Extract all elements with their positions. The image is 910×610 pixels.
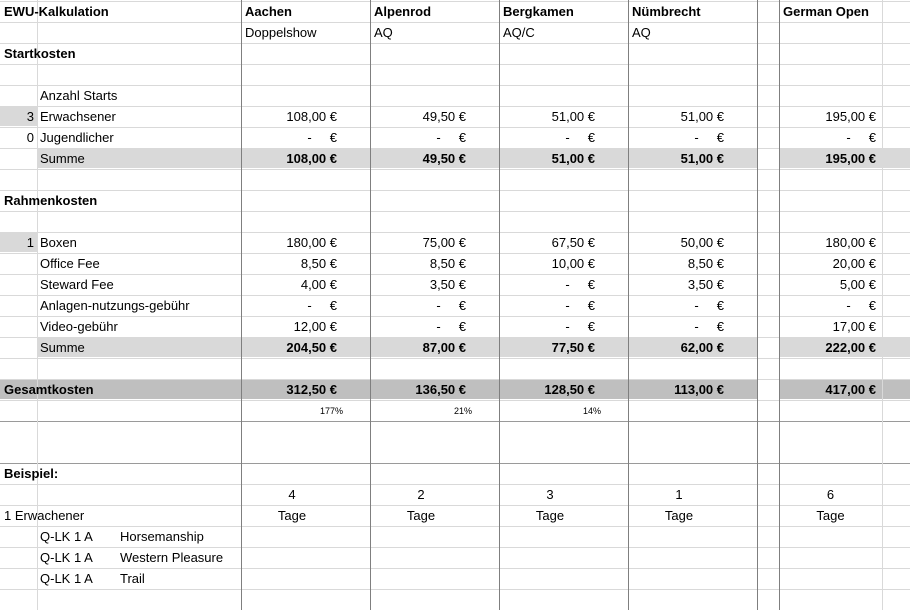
value-steward-fee-bergkamen: - € <box>565 277 595 292</box>
label-office-fee: Office Fee <box>40 256 100 271</box>
type-aachen: Doppelshow <box>245 25 317 40</box>
section-title-beispiel: Beispiel: <box>4 466 59 481</box>
value-office-fee-alpenrod: 8,50 € <box>429 256 466 271</box>
days-german-open: 6 <box>826 487 835 502</box>
label-rahmenkosten-summe: Summe <box>40 340 85 355</box>
value-steward-fee-german-open: 5,00 € <box>839 277 876 292</box>
type-alpenrod: AQ <box>374 25 393 40</box>
value-anlagen-bergkamen: - € <box>565 298 595 313</box>
label-jugendlicher: Jugendlicher <box>40 130 114 145</box>
row-line <box>0 190 910 191</box>
value-jugendlicher-alpenrod: - € <box>436 130 466 145</box>
tage-alpenrod: Tage <box>406 508 436 523</box>
value-steward-fee-nuembrecht: 3,50 € <box>687 277 724 292</box>
row-line <box>0 1 910 2</box>
row-line <box>0 169 910 170</box>
startkosten-summe-nuembrecht: 51,00 € <box>680 151 724 166</box>
row-line-border <box>0 421 910 422</box>
value-steward-fee-aachen: 4,00 € <box>300 277 337 292</box>
row-line <box>0 85 910 86</box>
value-video-bergkamen: - € <box>565 319 595 334</box>
startkosten-summe-alpenrod: 49,50 € <box>422 151 466 166</box>
gesamtkosten-nuembrecht: 113,00 € <box>674 382 724 397</box>
gesamtkosten-bergkamen: 128,50 € <box>544 382 595 397</box>
value-video-german-open: 17,00 € <box>832 319 876 334</box>
tage-aachen: Tage <box>277 508 307 523</box>
row-line <box>0 43 910 44</box>
label-erwachener: 1 Erwachener <box>4 508 85 523</box>
days-alpenrod: 2 <box>417 487 425 502</box>
percent-bergkamen: 14% <box>582 406 601 416</box>
value-erwachsener-alpenrod: 49,50 € <box>422 109 466 124</box>
row-line-border <box>0 463 910 464</box>
value-jugendlicher-german-open: - € <box>846 130 876 145</box>
class-name: Trail <box>120 571 145 586</box>
row-line <box>0 589 910 590</box>
value-jugendlicher-aachen: - € <box>307 130 337 145</box>
location-alpenrod: Alpenrod <box>374 4 432 19</box>
count-erwachsener[interactable]: 3 <box>26 109 34 124</box>
label-startkosten-summe: Summe <box>40 151 85 166</box>
value-jugendlicher-nuembrecht: - € <box>694 130 724 145</box>
value-anlagen-aachen: - € <box>307 298 337 313</box>
tage-nuembrecht: Tage <box>664 508 694 523</box>
class-name: Horsemanship <box>120 529 204 544</box>
value-video-aachen: 12,00 € <box>293 319 337 334</box>
label-video-gebuehr: Video-gebühr <box>40 319 118 334</box>
location-german-open: German Open <box>783 4 869 19</box>
gesamtkosten-alpenrod: 136,50 € <box>415 382 466 397</box>
row-line <box>0 22 910 23</box>
col-line-border <box>757 0 758 610</box>
col-line <box>882 0 883 610</box>
value-boxen-nuembrecht: 50,00 € <box>680 235 724 250</box>
location-nuembrecht: Nümbrecht <box>632 4 701 19</box>
days-bergkamen: 3 <box>546 487 554 502</box>
value-anlagen-german-open: - € <box>846 298 876 313</box>
label-anlagen-gebuehr: Anlagen-nutzungs-gebühr <box>40 298 190 313</box>
value-anlagen-alpenrod: - € <box>436 298 466 313</box>
class-name: Western Pleasure <box>120 550 224 565</box>
value-erwachsener-nuembrecht: 51,00 € <box>680 109 724 124</box>
label-boxen: Boxen <box>40 235 77 250</box>
rahmenkosten-summe-alpenrod: 87,00 € <box>422 340 466 355</box>
value-office-fee-bergkamen: 10,00 € <box>551 256 595 271</box>
section-title-startkosten: Startkosten <box>4 46 76 61</box>
row-line <box>0 211 910 212</box>
days-aachen: 4 <box>288 487 296 502</box>
value-boxen-german-open: 180,00 € <box>825 235 876 250</box>
rahmenkosten-summe-german-open: 222,00 € <box>825 340 876 355</box>
label-anzahl-starts: Anzahl Starts <box>40 88 118 103</box>
section-title-rahmenkosten: Rahmenkosten <box>4 193 98 208</box>
rahmenkosten-summe-aachen: 204,50 € <box>286 340 337 355</box>
value-erwachsener-aachen: 108,00 € <box>286 109 337 124</box>
value-video-nuembrecht: - € <box>694 319 724 334</box>
class-code: Q-LK 1 A <box>40 550 93 565</box>
count-jugendlicher[interactable]: 0 <box>26 130 34 145</box>
value-office-fee-nuembrecht: 8,50 € <box>687 256 724 271</box>
tage-bergkamen: Tage <box>535 508 565 523</box>
label-steward-fee: Steward Fee <box>40 277 114 292</box>
value-boxen-bergkamen: 67,50 € <box>551 235 595 250</box>
location-aachen: Aachen <box>245 4 292 19</box>
days-nuembrecht: 1 <box>675 487 683 502</box>
value-jugendlicher-bergkamen: - € <box>565 130 595 145</box>
value-steward-fee-alpenrod: 3,50 € <box>429 277 466 292</box>
gesamtkosten-german-open: 417,00 € <box>825 382 876 397</box>
gesamtkosten-aachen: 312,50 € <box>286 382 337 397</box>
label-gesamtkosten: Gesamtkosten <box>4 382 94 397</box>
tage-german-open: Tage <box>816 508 845 523</box>
startkosten-summe-bergkamen: 51,00 € <box>551 151 595 166</box>
type-bergkamen: AQ/C <box>503 25 535 40</box>
value-anlagen-nuembrecht: - € <box>694 298 724 313</box>
value-erwachsener-bergkamen: 51,00 € <box>551 109 595 124</box>
row-line <box>0 358 910 359</box>
startkosten-summe-aachen: 108,00 € <box>286 151 337 166</box>
class-code: Q-LK 1 A <box>40 571 93 586</box>
label-erwachsener: Erwachsener <box>40 109 116 124</box>
location-bergkamen: Bergkamen <box>503 4 574 19</box>
row-line <box>0 64 910 65</box>
sheet-title: EWU-Kalkulation <box>4 4 109 19</box>
percent-aachen: 177% <box>319 406 343 416</box>
value-erwachsener-german-open: 195,00 € <box>825 109 876 124</box>
value-office-fee-german-open: 20,00 € <box>832 256 876 271</box>
rahmenkosten-summe-bergkamen: 77,50 € <box>551 340 595 355</box>
value-boxen-aachen: 180,00 € <box>286 235 337 250</box>
value-boxen-alpenrod: 75,00 € <box>422 235 466 250</box>
type-nuembrecht: AQ <box>632 25 651 40</box>
value-video-alpenrod: - € <box>436 319 466 334</box>
count-boxen[interactable]: 1 <box>26 235 34 250</box>
value-office-fee-aachen: 8,50 € <box>300 256 337 271</box>
class-code: Q-LK 1 A <box>40 529 93 544</box>
percent-alpenrod: 21% <box>453 406 472 416</box>
startkosten-summe-german-open: 195,00 € <box>825 151 876 166</box>
rahmenkosten-summe-nuembrecht: 62,00 € <box>680 340 724 355</box>
